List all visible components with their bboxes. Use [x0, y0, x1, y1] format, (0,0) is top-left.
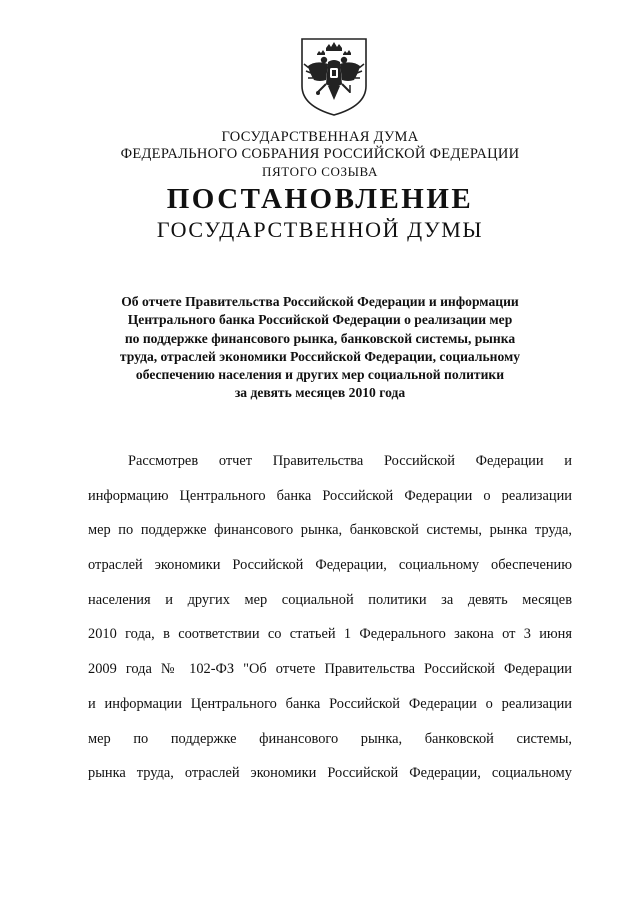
title-line: по поддержке финансового рынка, банковской системы, рынка [124, 330, 516, 346]
body-line: мер по поддержке финансового рынка, банковской системы, [88, 730, 572, 747]
body-line: и информации Центрального банка Российской Федерации о реализации [88, 695, 572, 712]
body-line: мер по поддержке финансового рынка, банковской системы, рынка труда, [88, 522, 572, 539]
document-issuer: ГОСУДАРСТВЕННОЙ ДУМЫ [156, 217, 484, 242]
title-line: за девять месяцев 2010 года [234, 385, 406, 401]
document-type: ПОСТАНОВЛЕНИЕ [166, 183, 474, 215]
header-line-3: ПЯТОГО СОЗЫВА [262, 164, 378, 179]
title-line: труда, отраслей экономики Российской Федерации, социальному [119, 348, 521, 364]
body-line: 2009 года № 102-ФЗ "Об отчете Правительства Российской Федерации [88, 661, 572, 678]
body-line: населения и других мер социальной политики за девять месяцев [88, 591, 572, 608]
header-line-2: ФЕДЕРАЛЬНОГО СОБРАНИЯ РОССИЙСКОЙ ФЕДЕРАЦИИ [120, 146, 520, 162]
header-line-1: ГОСУДАРСТВЕННАЯ ДУМА [221, 129, 419, 145]
body-line: информацию Центрального банка Российской Федерации о реализации [88, 487, 572, 504]
body-line: отраслей экономики Российской Федерации, социальному обеспечению [88, 557, 572, 574]
title-line: обеспечению населения и других мер социальной политики [135, 367, 505, 383]
body-line: рынка труда, отраслей экономики Российской Федерации, социальному [88, 765, 572, 782]
title-line: Об отчете Правительства Российской Федерации и информации [121, 294, 519, 309]
document-body [88, 451, 572, 798]
body-line: 2010 года, в соответствии со статьей 1 Федерального закона от 3 июня [88, 626, 572, 643]
body-line: Рассмотрев отчет Правительства Российской Федерации и [128, 453, 572, 469]
title-line: Центрального банка Российской Федерации о реализации мер [127, 312, 513, 328]
coat-of-arms-icon [298, 36, 370, 118]
document-title [90, 293, 550, 403]
